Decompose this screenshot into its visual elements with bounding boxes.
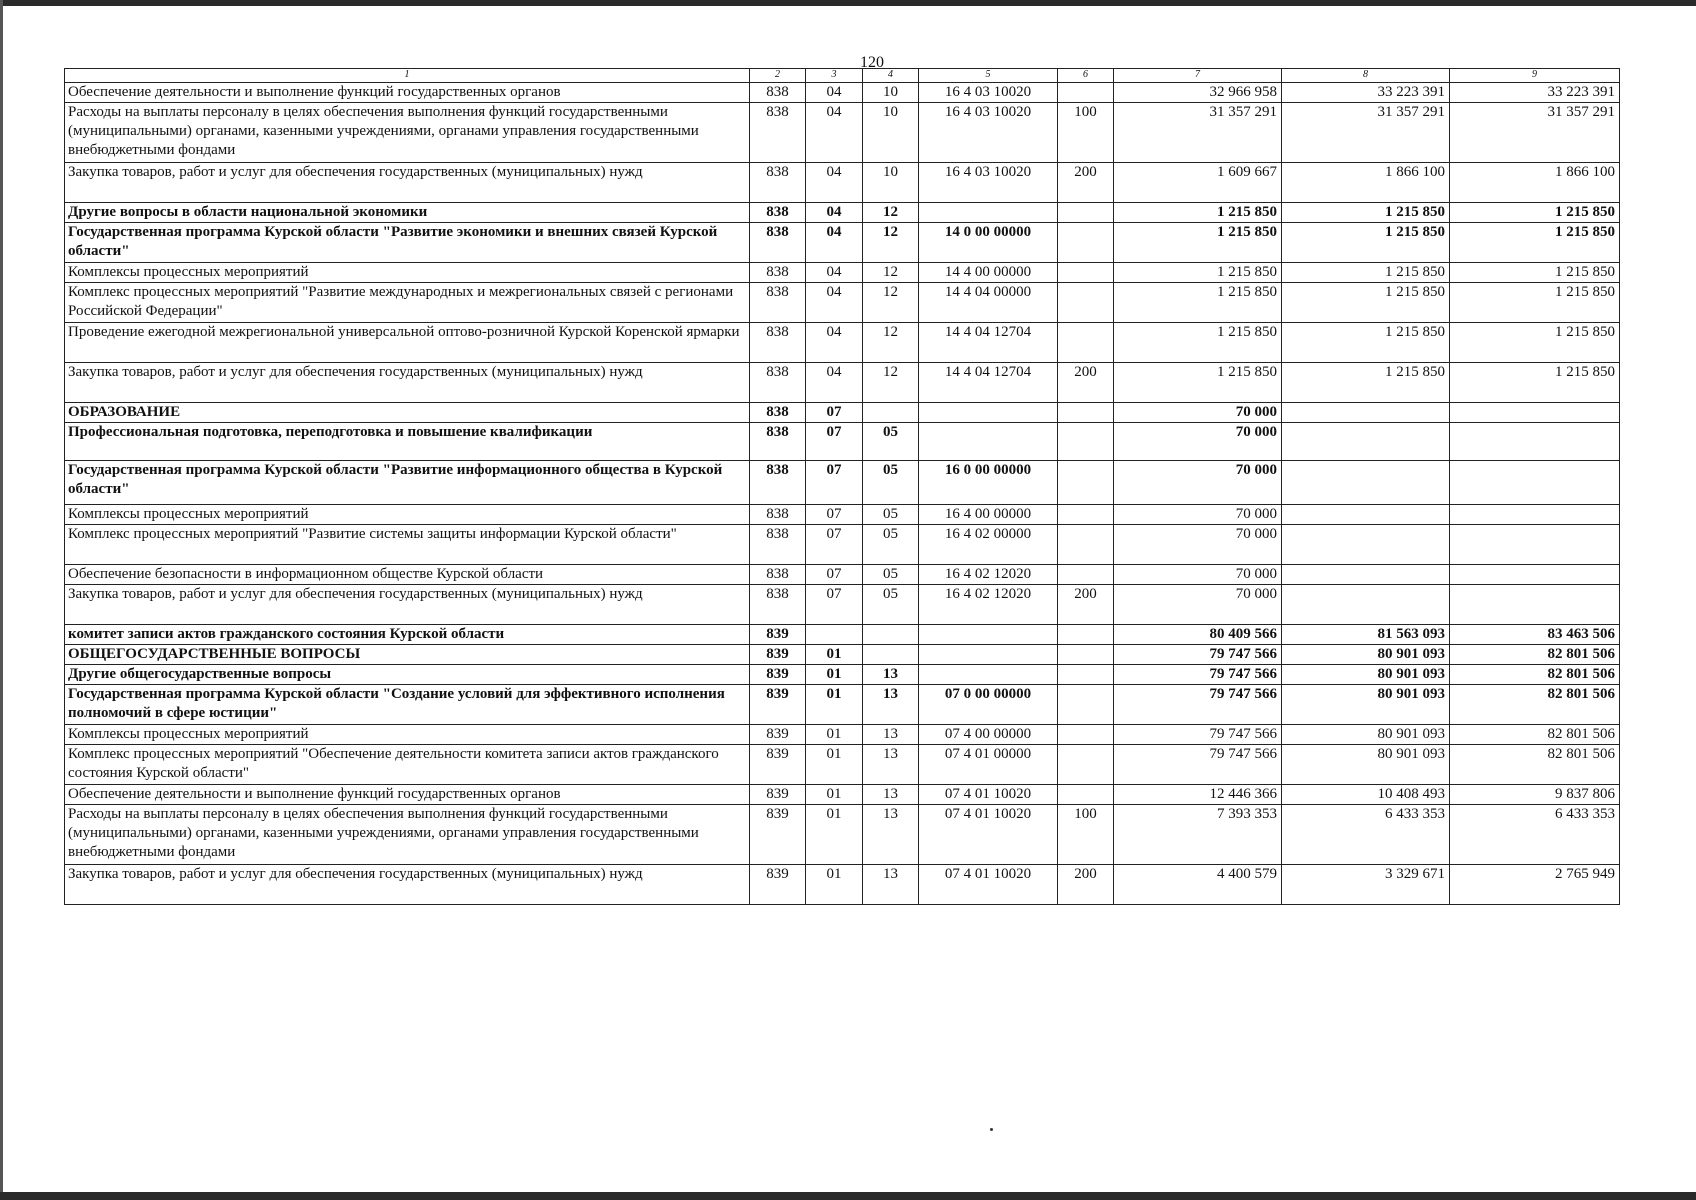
section-code-cell: 04	[806, 323, 863, 363]
expense-type-cell	[1058, 461, 1114, 505]
amount-year1-cell: 79 747 566	[1114, 745, 1282, 785]
expense-type-cell: 100	[1058, 103, 1114, 163]
subsection-code-cell: 05	[863, 505, 919, 525]
row-name-cell: Другие вопросы в области национальной экономики	[65, 203, 750, 223]
admin-code-cell: 838	[750, 423, 806, 461]
amount-year2-cell: 80 901 093	[1282, 725, 1450, 745]
amount-year2-cell: 31 357 291	[1282, 103, 1450, 163]
page-number: 120	[860, 54, 884, 71]
amount-year2-cell	[1282, 525, 1450, 565]
row-name-cell: Закупка товаров, работ и услуг для обеспечения государственных (муниципальных) нужд	[65, 585, 750, 625]
expense-type-cell: 200	[1058, 865, 1114, 905]
admin-code-cell: 839	[750, 625, 806, 645]
amount-year3-cell: 6 433 353	[1450, 805, 1620, 865]
amount-year2-cell: 33 223 391	[1282, 83, 1450, 103]
table-row	[65, 263, 1620, 283]
target-article-cell: 07 4 01 10020	[919, 785, 1058, 805]
header-cell: 8	[1282, 69, 1450, 83]
target-article-cell	[919, 403, 1058, 423]
admin-code-cell: 838	[750, 323, 806, 363]
subsection-code-cell: 05	[863, 585, 919, 625]
row-name-cell: Расходы на выплаты персоналу в целях обеспечения выполнения функций государственными (муниципальными) органами, казенными учреждениями, органами управления государственными внебюджетными фондами	[65, 805, 750, 865]
amount-year2-cell: 1 215 850	[1282, 223, 1450, 263]
amount-year2-cell: 1 215 850	[1282, 203, 1450, 223]
expense-type-cell: 200	[1058, 363, 1114, 403]
header-cell: 3	[806, 69, 863, 83]
table-row	[65, 461, 1620, 505]
row-name-cell: Государственная программа Курской области "Развитие информационного общества в Курской области"	[65, 461, 750, 505]
expense-type-cell	[1058, 403, 1114, 423]
table-row	[65, 685, 1620, 725]
amount-year2-cell: 80 901 093	[1282, 665, 1450, 685]
amount-year2-cell: 6 433 353	[1282, 805, 1450, 865]
admin-code-cell: 838	[750, 223, 806, 263]
section-code-cell: 04	[806, 83, 863, 103]
amount-year2-cell	[1282, 505, 1450, 525]
table-row	[65, 645, 1620, 665]
subsection-code-cell: 05	[863, 565, 919, 585]
target-article-cell	[919, 625, 1058, 645]
expense-type-cell	[1058, 785, 1114, 805]
subsection-code-cell: 13	[863, 745, 919, 785]
section-code-cell: 01	[806, 745, 863, 785]
admin-code-cell: 838	[750, 163, 806, 203]
amount-year3-cell: 31 357 291	[1450, 103, 1620, 163]
header-cell: 2	[750, 69, 806, 83]
target-article-cell: 16 4 02 00000	[919, 525, 1058, 565]
section-code-cell: 04	[806, 103, 863, 163]
expense-type-cell	[1058, 223, 1114, 263]
expense-type-cell	[1058, 525, 1114, 565]
subsection-code-cell: 05	[863, 525, 919, 565]
section-code-cell: 01	[806, 665, 863, 685]
subsection-code-cell: 05	[863, 461, 919, 505]
expense-type-cell	[1058, 565, 1114, 585]
section-code-cell: 07	[806, 403, 863, 423]
target-article-cell: 14 4 04 12704	[919, 363, 1058, 403]
header-cell: 4	[863, 69, 919, 83]
subsection-code-cell	[863, 645, 919, 665]
admin-code-cell: 838	[750, 565, 806, 585]
amount-year2-cell: 1 215 850	[1282, 283, 1450, 323]
target-article-cell	[919, 203, 1058, 223]
amount-year2-cell: 1 866 100	[1282, 163, 1450, 203]
section-code-cell: 07	[806, 565, 863, 585]
amount-year3-cell	[1450, 403, 1620, 423]
subsection-code-cell: 13	[863, 725, 919, 745]
header-cell: 1	[65, 69, 750, 83]
subsection-code-cell: 12	[863, 363, 919, 403]
amount-year2-cell	[1282, 585, 1450, 625]
amount-year1-cell: 12 446 366	[1114, 785, 1282, 805]
row-name-cell: Закупка товаров, работ и услуг для обеспечения государственных (муниципальных) нужд	[65, 163, 750, 203]
amount-year1-cell: 79 747 566	[1114, 725, 1282, 745]
amount-year2-cell	[1282, 565, 1450, 585]
target-article-cell: 16 4 00 00000	[919, 505, 1058, 525]
amount-year1-cell: 1 215 850	[1114, 223, 1282, 263]
subsection-code-cell: 13	[863, 805, 919, 865]
amount-year3-cell: 9 837 806	[1450, 785, 1620, 805]
admin-code-cell: 839	[750, 865, 806, 905]
amount-year3-cell	[1450, 461, 1620, 505]
subsection-code-cell: 13	[863, 665, 919, 685]
expense-type-cell	[1058, 283, 1114, 323]
target-article-cell	[919, 423, 1058, 461]
amount-year1-cell: 1 215 850	[1114, 323, 1282, 363]
amount-year1-cell: 70 000	[1114, 565, 1282, 585]
amount-year1-cell: 70 000	[1114, 423, 1282, 461]
table-row	[65, 203, 1620, 223]
amount-year1-cell: 79 747 566	[1114, 685, 1282, 725]
amount-year2-cell	[1282, 403, 1450, 423]
row-name-cell: комитет записи актов гражданского состояния Курской области	[65, 625, 750, 645]
expense-type-cell	[1058, 263, 1114, 283]
amount-year3-cell: 83 463 506	[1450, 625, 1620, 645]
amount-year3-cell: 1 215 850	[1450, 263, 1620, 283]
amount-year1-cell: 70 000	[1114, 403, 1282, 423]
target-article-cell: 07 4 01 00000	[919, 745, 1058, 785]
scan-speck	[990, 1128, 993, 1131]
subsection-code-cell: 10	[863, 83, 919, 103]
amount-year2-cell: 80 901 093	[1282, 745, 1450, 785]
table-row	[65, 725, 1620, 745]
admin-code-cell: 838	[750, 103, 806, 163]
table-row	[65, 565, 1620, 585]
table-row	[65, 505, 1620, 525]
subsection-code-cell	[863, 403, 919, 423]
table-row	[65, 665, 1620, 685]
section-code-cell: 01	[806, 865, 863, 905]
target-article-cell: 16 4 02 12020	[919, 585, 1058, 625]
header-cell: 5	[919, 69, 1058, 83]
amount-year3-cell	[1450, 565, 1620, 585]
expense-type-cell	[1058, 625, 1114, 645]
expense-type-cell	[1058, 665, 1114, 685]
section-code-cell: 01	[806, 645, 863, 665]
table-row	[65, 625, 1620, 645]
subsection-code-cell	[863, 625, 919, 645]
amount-year1-cell: 1 215 850	[1114, 263, 1282, 283]
amount-year1-cell: 1 215 850	[1114, 363, 1282, 403]
amount-year1-cell: 70 000	[1114, 585, 1282, 625]
amount-year3-cell: 1 215 850	[1450, 203, 1620, 223]
table-row	[65, 525, 1620, 565]
amount-year3-cell: 82 801 506	[1450, 745, 1620, 785]
amount-year2-cell: 80 901 093	[1282, 685, 1450, 725]
scan-top-edge	[0, 0, 1696, 6]
section-code-cell: 07	[806, 525, 863, 565]
row-name-cell: Комплекс процессных мероприятий "Развитие системы защиты информации Курской области"	[65, 525, 750, 565]
amount-year3-cell: 2 765 949	[1450, 865, 1620, 905]
amount-year3-cell: 82 801 506	[1450, 685, 1620, 725]
header-cell: 6	[1058, 69, 1114, 83]
table-row	[65, 805, 1620, 865]
scan-bottom-edge	[0, 1192, 1696, 1200]
subsection-code-cell: 12	[863, 263, 919, 283]
table-row	[65, 283, 1620, 323]
subsection-code-cell: 13	[863, 785, 919, 805]
subsection-code-cell: 12	[863, 223, 919, 263]
admin-code-cell: 838	[750, 461, 806, 505]
table-row	[65, 745, 1620, 785]
subsection-code-cell: 10	[863, 103, 919, 163]
admin-code-cell: 838	[750, 203, 806, 223]
admin-code-cell: 838	[750, 505, 806, 525]
target-article-cell: 16 4 03 10020	[919, 163, 1058, 203]
section-code-cell: 04	[806, 223, 863, 263]
amount-year2-cell	[1282, 423, 1450, 461]
amount-year2-cell: 1 215 850	[1282, 323, 1450, 363]
subsection-code-cell: 13	[863, 685, 919, 725]
target-article-cell	[919, 645, 1058, 665]
amount-year2-cell: 10 408 493	[1282, 785, 1450, 805]
amount-year3-cell: 82 801 506	[1450, 645, 1620, 665]
column-number-row	[65, 69, 1620, 83]
amount-year1-cell: 1 215 850	[1114, 283, 1282, 323]
table-row	[65, 103, 1620, 163]
row-name-cell: ОБЩЕГОСУДАРСТВЕННЫЕ ВОПРОСЫ	[65, 645, 750, 665]
expense-type-cell: 200	[1058, 163, 1114, 203]
target-article-cell: 07 4 01 10020	[919, 805, 1058, 865]
amount-year2-cell	[1282, 461, 1450, 505]
amount-year1-cell: 1 609 667	[1114, 163, 1282, 203]
target-article-cell: 16 4 02 12020	[919, 565, 1058, 585]
row-name-cell: Профессиональная подготовка, переподготовка и повышение квалификации	[65, 423, 750, 461]
table-row	[65, 363, 1620, 403]
section-code-cell: 07	[806, 423, 863, 461]
expense-type-cell	[1058, 83, 1114, 103]
subsection-code-cell: 10	[863, 163, 919, 203]
row-name-cell: Обеспечение безопасности в информационном обществе Курской области	[65, 565, 750, 585]
expense-type-cell	[1058, 745, 1114, 785]
row-name-cell: Комплекс процессных мероприятий "Развитие международных и межрегиональных связей с регионами Российской Федерации"	[65, 283, 750, 323]
expense-type-cell	[1058, 423, 1114, 461]
row-name-cell: Обеспечение деятельности и выполнение функций государственных органов	[65, 785, 750, 805]
section-code-cell: 01	[806, 685, 863, 725]
admin-code-cell: 838	[750, 525, 806, 565]
table-row	[65, 323, 1620, 363]
expense-type-cell	[1058, 323, 1114, 363]
amount-year1-cell: 79 747 566	[1114, 665, 1282, 685]
amount-year3-cell: 82 801 506	[1450, 665, 1620, 685]
amount-year3-cell: 1 215 850	[1450, 323, 1620, 363]
admin-code-cell: 838	[750, 585, 806, 625]
target-article-cell: 07 4 00 00000	[919, 725, 1058, 745]
section-code-cell: 04	[806, 163, 863, 203]
amount-year3-cell	[1450, 525, 1620, 565]
amount-year3-cell	[1450, 505, 1620, 525]
amount-year1-cell: 70 000	[1114, 525, 1282, 565]
admin-code-cell: 839	[750, 725, 806, 745]
row-name-cell: Государственная программа Курской области "Развитие экономики и внешних связей Курской области"	[65, 223, 750, 263]
admin-code-cell: 838	[750, 283, 806, 323]
subsection-code-cell: 13	[863, 865, 919, 905]
row-name-cell: Расходы на выплаты персоналу в целях обеспечения выполнения функций государственными (муниципальными) органами, казенными учреждениями, органами управления государственными внебюджетными фондами	[65, 103, 750, 163]
row-name-cell: Комплекс процессных мероприятий "Обеспечение деятельности комитета записи актов гражданского состояния Курской области"	[65, 745, 750, 785]
subsection-code-cell: 12	[863, 203, 919, 223]
table-row	[65, 865, 1620, 905]
expense-type-cell	[1058, 645, 1114, 665]
amount-year1-cell: 70 000	[1114, 461, 1282, 505]
table-body	[65, 69, 1620, 905]
section-code-cell	[806, 625, 863, 645]
amount-year3-cell	[1450, 585, 1620, 625]
section-code-cell: 04	[806, 363, 863, 403]
scan-left-edge	[0, 0, 3, 1200]
target-article-cell: 07 0 00 00000	[919, 685, 1058, 725]
budget-table	[64, 68, 1620, 905]
header-cell: 7	[1114, 69, 1282, 83]
amount-year3-cell: 1 215 850	[1450, 223, 1620, 263]
header-cell: 9	[1450, 69, 1620, 83]
expense-type-cell: 200	[1058, 585, 1114, 625]
table-row	[65, 83, 1620, 103]
amount-year3-cell: 1 866 100	[1450, 163, 1620, 203]
table-row	[65, 403, 1620, 423]
section-code-cell: 07	[806, 461, 863, 505]
expense-type-cell	[1058, 685, 1114, 725]
amount-year1-cell: 7 393 353	[1114, 805, 1282, 865]
section-code-cell: 07	[806, 585, 863, 625]
admin-code-cell: 839	[750, 645, 806, 665]
row-name-cell: Другие общегосударственные вопросы	[65, 665, 750, 685]
section-code-cell: 01	[806, 785, 863, 805]
admin-code-cell: 839	[750, 685, 806, 725]
target-article-cell: 07 4 01 10020	[919, 865, 1058, 905]
admin-code-cell: 838	[750, 403, 806, 423]
row-name-cell: Закупка товаров, работ и услуг для обеспечения государственных (муниципальных) нужд	[65, 865, 750, 905]
subsection-code-cell: 12	[863, 323, 919, 363]
admin-code-cell: 839	[750, 785, 806, 805]
amount-year1-cell: 70 000	[1114, 505, 1282, 525]
row-name-cell: Комплексы процессных мероприятий	[65, 725, 750, 745]
admin-code-cell: 839	[750, 745, 806, 785]
expense-type-cell	[1058, 725, 1114, 745]
target-article-cell: 14 4 00 00000	[919, 263, 1058, 283]
row-name-cell: ОБРАЗОВАНИЕ	[65, 403, 750, 423]
row-name-cell: Государственная программа Курской области "Создание условий для эффективного исполнения полномочий в сфере юстиции"	[65, 685, 750, 725]
target-article-cell: 16 4 03 10020	[919, 103, 1058, 163]
expense-type-cell: 100	[1058, 805, 1114, 865]
amount-year2-cell: 1 215 850	[1282, 263, 1450, 283]
expense-type-cell	[1058, 203, 1114, 223]
table-row	[65, 223, 1620, 263]
admin-code-cell: 839	[750, 665, 806, 685]
section-code-cell: 07	[806, 505, 863, 525]
target-article-cell: 16 4 03 10020	[919, 83, 1058, 103]
amount-year3-cell	[1450, 423, 1620, 461]
amount-year3-cell: 33 223 391	[1450, 83, 1620, 103]
target-article-cell: 14 4 04 12704	[919, 323, 1058, 363]
amount-year3-cell: 1 215 850	[1450, 283, 1620, 323]
amount-year3-cell: 1 215 850	[1450, 363, 1620, 403]
target-article-cell	[919, 665, 1058, 685]
admin-code-cell: 838	[750, 83, 806, 103]
amount-year1-cell: 31 357 291	[1114, 103, 1282, 163]
subsection-code-cell: 05	[863, 423, 919, 461]
amount-year3-cell: 82 801 506	[1450, 725, 1620, 745]
admin-code-cell: 838	[750, 263, 806, 283]
amount-year1-cell: 1 215 850	[1114, 203, 1282, 223]
row-name-cell: Обеспечение деятельности и выполнение функций государственных органов	[65, 83, 750, 103]
amount-year2-cell: 1 215 850	[1282, 363, 1450, 403]
table-row	[65, 163, 1620, 203]
table-row	[65, 585, 1620, 625]
amount-year2-cell: 3 329 671	[1282, 865, 1450, 905]
expense-type-cell	[1058, 505, 1114, 525]
section-code-cell: 04	[806, 263, 863, 283]
amount-year2-cell: 80 901 093	[1282, 645, 1450, 665]
section-code-cell: 04	[806, 203, 863, 223]
table-row	[65, 423, 1620, 461]
amount-year1-cell: 80 409 566	[1114, 625, 1282, 645]
amount-year2-cell: 81 563 093	[1282, 625, 1450, 645]
table-row	[65, 785, 1620, 805]
row-name-cell: Закупка товаров, работ и услуг для обеспечения государственных (муниципальных) нужд	[65, 363, 750, 403]
admin-code-cell: 839	[750, 805, 806, 865]
target-article-cell: 16 0 00 00000	[919, 461, 1058, 505]
subsection-code-cell: 12	[863, 283, 919, 323]
row-name-cell: Проведение ежегодной межрегиональной универсальной оптово-розничной Курской Коренской ярмарки	[65, 323, 750, 363]
amount-year1-cell: 32 966 958	[1114, 83, 1282, 103]
admin-code-cell: 838	[750, 363, 806, 403]
section-code-cell: 01	[806, 725, 863, 745]
section-code-cell: 04	[806, 283, 863, 323]
row-name-cell: Комплексы процессных мероприятий	[65, 505, 750, 525]
amount-year1-cell: 4 400 579	[1114, 865, 1282, 905]
section-code-cell: 01	[806, 805, 863, 865]
amount-year1-cell: 79 747 566	[1114, 645, 1282, 665]
target-article-cell: 14 0 00 00000	[919, 223, 1058, 263]
target-article-cell: 14 4 04 00000	[919, 283, 1058, 323]
row-name-cell: Комплексы процессных мероприятий	[65, 263, 750, 283]
